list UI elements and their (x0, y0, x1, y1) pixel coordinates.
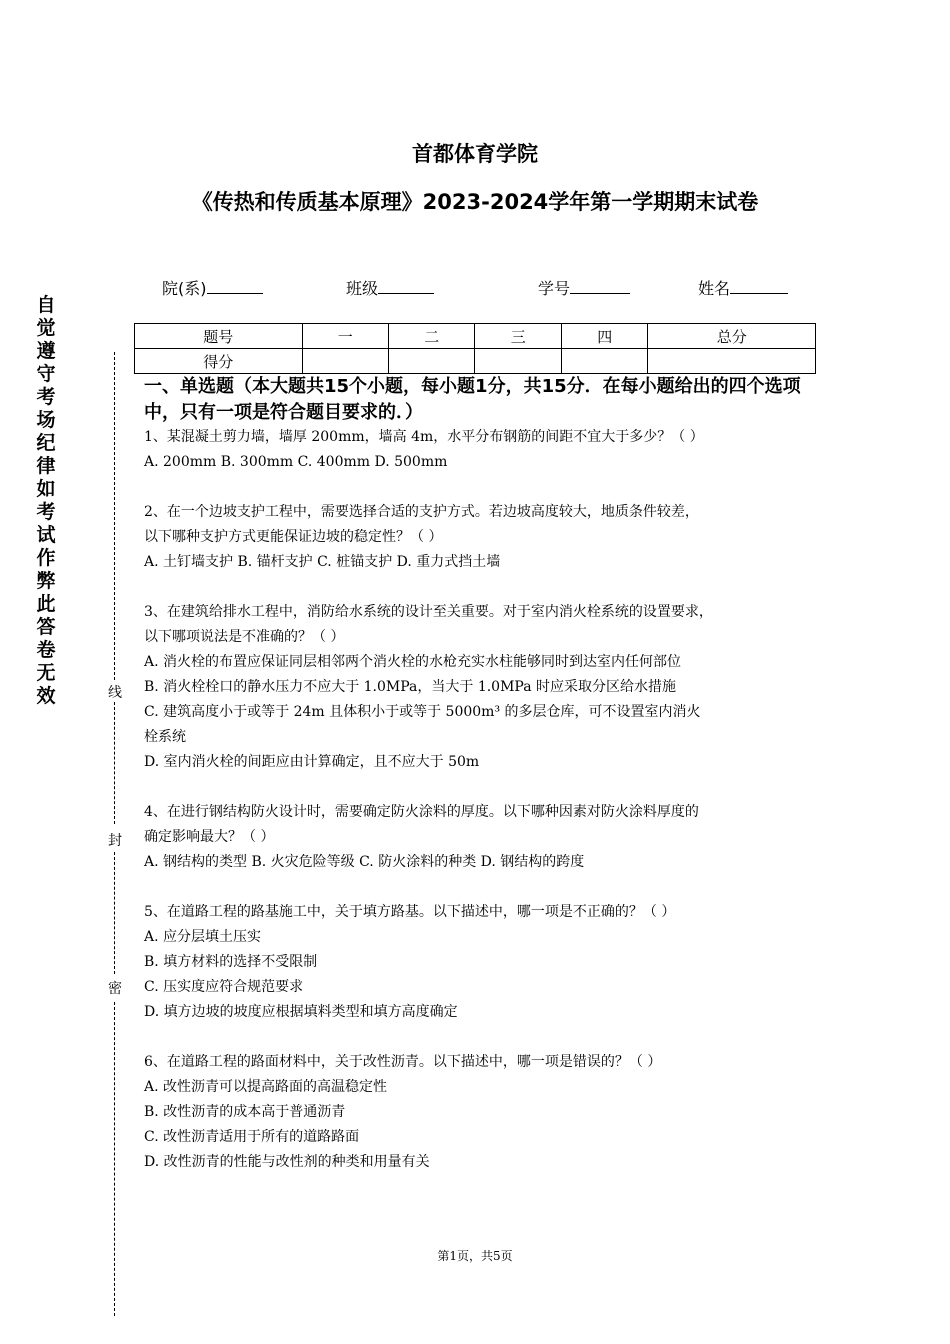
question-option: B. 改性沥青的成本高于普通沥青 (144, 1104, 346, 1120)
binding-dashed-line (114, 702, 115, 824)
question-option: A. 200mm B. 300mm C. 400mm D. 500mm (144, 454, 448, 470)
warning-char: 自 (36, 294, 56, 316)
question-option: B. 填方材料的选择不受限制 (144, 954, 318, 970)
warning-char: 场 (36, 409, 56, 431)
score-cell[interactable] (561, 349, 647, 374)
question-spacer (144, 1025, 824, 1050)
binding-dashed-line (114, 852, 115, 974)
warning-char: 试 (36, 524, 56, 546)
question-option: B. 消火栓栓口的静水压力不应大于 1.0MPa，当大于 1.0MPa 时应采取分区给水措施 (144, 679, 677, 695)
warning-char: 作 (36, 547, 56, 569)
class-field[interactable] (346, 276, 434, 299)
page-number: 第1页，共5页 (437, 1249, 513, 1263)
table-header-cell: 一 (302, 324, 388, 349)
warning-char: 纪 (36, 432, 56, 454)
name-field[interactable] (698, 276, 788, 299)
question-stem: 3、在建筑给排水工程中，消防给水系统的设计至关重要。对于室内消火栓系统的设置要求， (144, 604, 713, 620)
name-blank[interactable] (730, 276, 788, 294)
question-option: C. 压实度应符合规范要求 (144, 979, 304, 995)
table-header-cell: 题号 (135, 324, 303, 349)
binding-line-char: 线 (106, 682, 124, 702)
student-id-blank[interactable] (570, 276, 630, 294)
warning-char: 律 (36, 455, 56, 477)
warning-char: 卷 (36, 639, 56, 661)
dept-blank[interactable] (207, 276, 263, 294)
question-option: C. 建筑高度小于或等于 24m 且体积小于或等于 5000m³ 的多层仓库，可不设置室内消火 (144, 704, 701, 720)
warning-char: 效 (36, 685, 56, 707)
class-label: 班级 (346, 279, 379, 298)
binding-dashed-line (114, 1002, 115, 1316)
question-spacer (144, 775, 824, 800)
question-spacer (144, 575, 824, 600)
student-id-field[interactable] (538, 276, 630, 299)
score-cell[interactable] (302, 349, 388, 374)
warning-char: 考 (36, 501, 56, 523)
warning-char: 觉 (36, 317, 56, 339)
question-item (144, 600, 824, 800)
question-option: A. 应分层填土压实 (144, 929, 262, 945)
score-row-label: 得分 (135, 349, 303, 374)
score-cell[interactable] (648, 349, 816, 374)
question-stem: 1、某混凝土剪力墙，墙厚 200mm，墙高 4m，水平分布钢筋的间距不宜大于多少？（ ） (144, 429, 704, 445)
binding-dashed-line (114, 352, 115, 680)
warning-char: 考 (36, 386, 56, 408)
dept-field[interactable] (162, 276, 263, 299)
dept-label: 院(系) (162, 279, 207, 298)
question-option: A. 土钉墙支护 B. 锚杆支护 C. 桩锚支护 D. 重力式挡土墙 (144, 554, 501, 570)
question-option: D. 改性沥青的性能与改性剂的种类和用量有关 (144, 1154, 430, 1170)
question-stem: 以下哪项说法是不准确的？（ ） (144, 629, 345, 645)
question-item (144, 800, 824, 900)
score-table-score-row (135, 349, 816, 374)
table-header-cell: 四 (561, 324, 647, 349)
student-info-line (162, 276, 802, 300)
section-heading: 一、单选题（本大题共15个小题，每小题1分，共15分．在每小题给出的四个选项中，只有一项是符合题目要求的．） (144, 376, 801, 423)
question-item (144, 425, 824, 500)
warning-char: 守 (36, 363, 56, 385)
exam-discipline-warning (34, 294, 58, 708)
warning-char: 遵 (36, 340, 56, 362)
class-blank[interactable] (378, 276, 434, 294)
question-spacer (144, 475, 824, 500)
question-option: A. 改性沥青可以提高路面的高温稳定性 (144, 1079, 388, 1095)
score-cell[interactable] (475, 349, 561, 374)
warning-char: 无 (36, 662, 56, 684)
question-stem: 确定影响最大？（ ） (144, 829, 275, 845)
score-table-header-row (135, 324, 816, 349)
binding-secret-char: 密 (106, 978, 124, 998)
question-item (144, 900, 824, 1050)
warning-char: 此 (36, 593, 56, 615)
warning-char: 如 (36, 478, 56, 500)
table-header-cell: 总分 (648, 324, 816, 349)
question-stem: 以下哪种支护方式更能保证边坡的稳定性？（ ） (144, 529, 443, 545)
question-stem: 6、在道路工程的路面材料中，关于改性沥青。以下描述中，哪一项是错误的？（ ） (144, 1054, 662, 1070)
question-option: C. 改性沥青适用于所有的道路路面 (144, 1129, 360, 1145)
question-stem: 4、在进行钢结构防火设计时，需要确定防火涂料的厚度。以下哪种因素对防火涂料厚度的 (144, 804, 699, 820)
warning-char: 弊 (36, 570, 56, 592)
score-table (134, 323, 816, 374)
question-option: 栓系统 (144, 729, 186, 745)
binding-seal-char: 封 (106, 830, 124, 850)
question-list (144, 425, 824, 1175)
question-stem: 2、在一个边坡支护工程中，需要选择合适的支护方式。若边坡高度较大，地质条件较差， (144, 504, 699, 520)
warning-char: 答 (36, 616, 56, 638)
exam-title: 《传热和传质基本原理》2023-2024学年第一学期期末试卷 (191, 190, 759, 214)
question-option: A. 消火栓的布置应保证同层相邻两个消火栓的水枪充实水柱能够同时到达室内任何部位 (144, 654, 682, 670)
question-option: D. 填方边坡的坡度应根据填料类型和填方高度确定 (144, 1004, 458, 1020)
question-item (144, 1050, 824, 1175)
question-stem: 5、在道路工程的路基施工中，关于填方路基。以下描述中，哪一项是不正确的？（ ） (144, 904, 676, 920)
name-label: 姓名 (698, 279, 731, 298)
student-id-label: 学号 (538, 279, 571, 298)
school-title: 首都体育学院 (412, 142, 538, 166)
question-spacer (144, 875, 824, 900)
score-cell[interactable] (388, 349, 474, 374)
question-option: A. 钢结构的类型 B. 火灾危险等级 C. 防火涂料的种类 D. 钢结构的跨度 (144, 854, 585, 870)
table-header-cell: 三 (475, 324, 561, 349)
question-item (144, 500, 824, 600)
question-option: D. 室内消火栓的间距应由计算确定，且不应大于 50m (144, 754, 480, 770)
table-header-cell: 二 (388, 324, 474, 349)
